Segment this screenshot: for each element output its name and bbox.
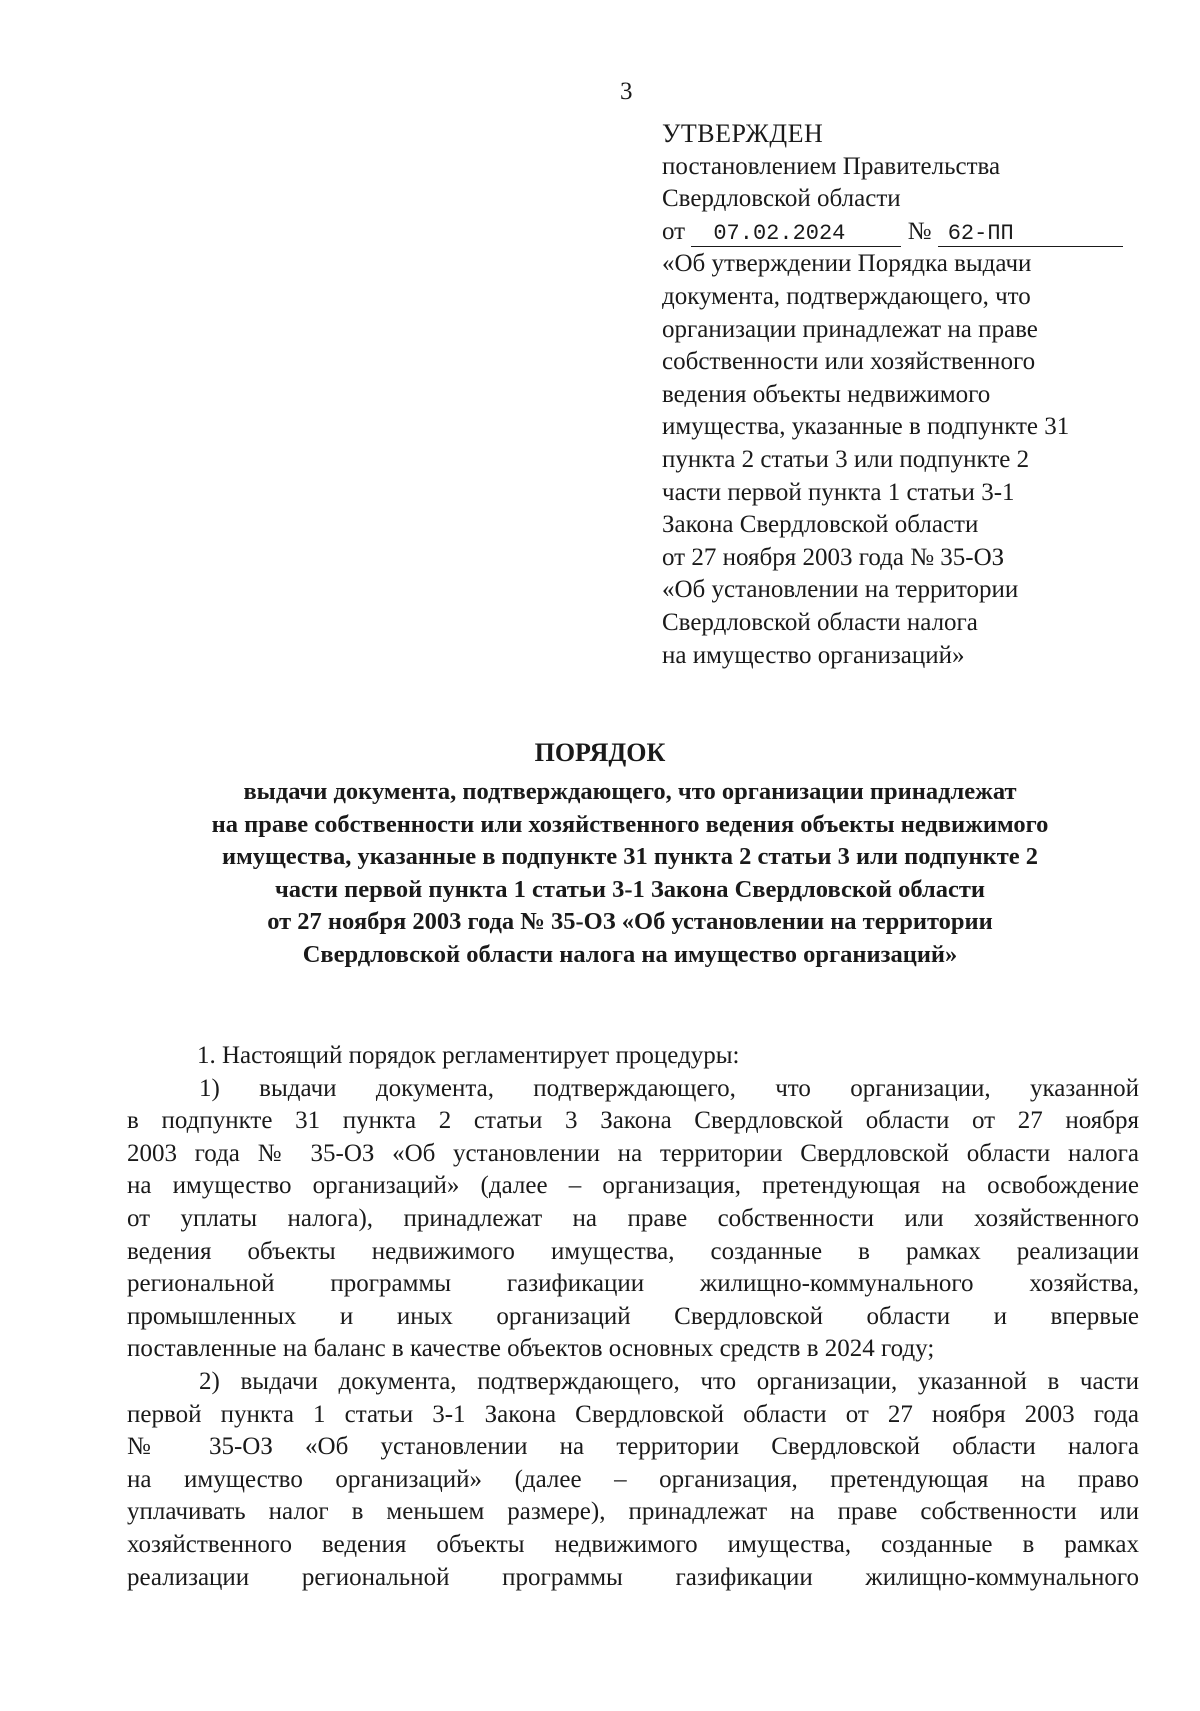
item2-line: первой пункта 1 статьи 3-1 Закона Свердловской области от 27 ноября 2003 года <box>127 1400 1139 1428</box>
number-prefix: № <box>907 217 932 245</box>
approval-subject-line: ведения объекты недвижимого <box>662 380 991 408</box>
subtitle-line: выдачи документа, подтверждающего, что организации принадлежат <box>243 778 1017 805</box>
subtitle-line: от 27 ноября 2003 года № 35-ОЗ «Об установлении на территории <box>267 908 993 936</box>
approval-date-number-line <box>662 216 1182 249</box>
item2-line: 2) выдачи документа, подтверждающего, что организации, указанной в части <box>199 1367 1139 1395</box>
item1-line: 1) выдачи документа, подтверждающего, что организации, указанной <box>199 1074 1139 1102</box>
approval-subject-line: собственности или хозяйственного <box>662 348 1036 376</box>
approval-subject-line: «Об утверждении Порядка выдачи <box>662 250 1032 278</box>
document-subtitle <box>100 776 1160 972</box>
approval-subject-line: организации принадлежат на праве <box>662 315 1038 343</box>
approval-subject-line: на имущество организаций» <box>662 641 965 669</box>
subtitle-line: Свердловской области налога на имущество организаций» <box>302 940 958 968</box>
approval-line: Свердловской области <box>662 185 901 213</box>
approval-subject-line: части первой пункта 1 статьи 3-1 <box>662 478 1015 506</box>
approval-line: постановлением Правительства <box>662 152 1001 180</box>
document-title: ПОРЯДОК <box>534 738 666 767</box>
approval-title: УТВЕРЖДЕН <box>662 119 824 148</box>
approval-subject-line: Закона Свердловской области <box>662 511 979 539</box>
approval-subject-line: имущества, указанные в подпункте 31 <box>662 413 1070 441</box>
subtitle-line: части первой пункта 1 статьи 3-1 Закона Свердловской области <box>274 875 986 903</box>
approval-block <box>662 118 1182 672</box>
document-body <box>127 1040 1139 1594</box>
approval-subject-line: пункта 2 статьи 3 или подпункте 2 <box>662 445 1030 473</box>
item2-line: хозяйственного ведения объекты недвижимого имущества, созданные в рамках <box>127 1530 1139 1558</box>
item1-line: промышленных и иных организаций Свердловской области и впервые <box>127 1302 1139 1330</box>
approval-subject-line: документа, подтверждающего, что <box>662 282 1031 310</box>
subtitle-line: на праве собственности или хозяйственного ведения объекты недвижимого <box>211 810 1049 838</box>
item2-line: реализации региональной программы газификации жилищно-коммунального <box>127 1563 1139 1591</box>
item1-line: поставленные на баланс в качестве объектов основных средств в 2024 году; <box>127 1335 935 1363</box>
item2-line: на имущество организаций» (далее – организация, претендующая на право <box>127 1465 1139 1493</box>
item1-line: региональной программы газификации жилищно-коммунального хозяйства, <box>127 1270 1139 1298</box>
item2-line: уплачивать налог в меньшем размере), принадлежат на праве собственности или <box>127 1498 1139 1526</box>
page-number: 3 <box>620 78 633 105</box>
date-prefix: от <box>662 217 686 245</box>
approval-subject-line: от 27 ноября 2003 года № 35-ОЗ <box>662 543 1005 571</box>
item1-line: от уплаты налога), принадлежат на праве собственности или хозяйственного <box>127 1204 1139 1232</box>
item1-line: ведения объекты недвижимого имущества, созданные в рамках реализации <box>127 1237 1139 1265</box>
approval-subject-line: Свердловской области налога <box>662 608 978 636</box>
item2-line: № 35-ОЗ «Об установлении на территории Свердловской области налога <box>127 1433 1139 1461</box>
date-value: 07.02.2024 <box>691 222 901 247</box>
subtitle-line: имущества, указанные в подпункте 31 пункта 2 статьи 3 или подпункте 2 <box>221 843 1039 871</box>
item1-line: на имущество организаций» (далее – организация, претендующая на освобождение <box>127 1172 1139 1200</box>
number-value: 62-ПП <box>938 222 1123 247</box>
item1-line: 2003 года № 35-ОЗ «Об установлении на территории Свердловской области налога <box>127 1139 1139 1167</box>
approval-subject-line: «Об установлении на территории <box>662 576 1019 604</box>
item1-line: в подпункте 31 пункта 2 статьи 3 Закона Свердловской области от 27 ноября <box>127 1107 1139 1135</box>
intro-paragraph: 1. Настоящий порядок регламентирует процедуры: <box>197 1042 740 1069</box>
